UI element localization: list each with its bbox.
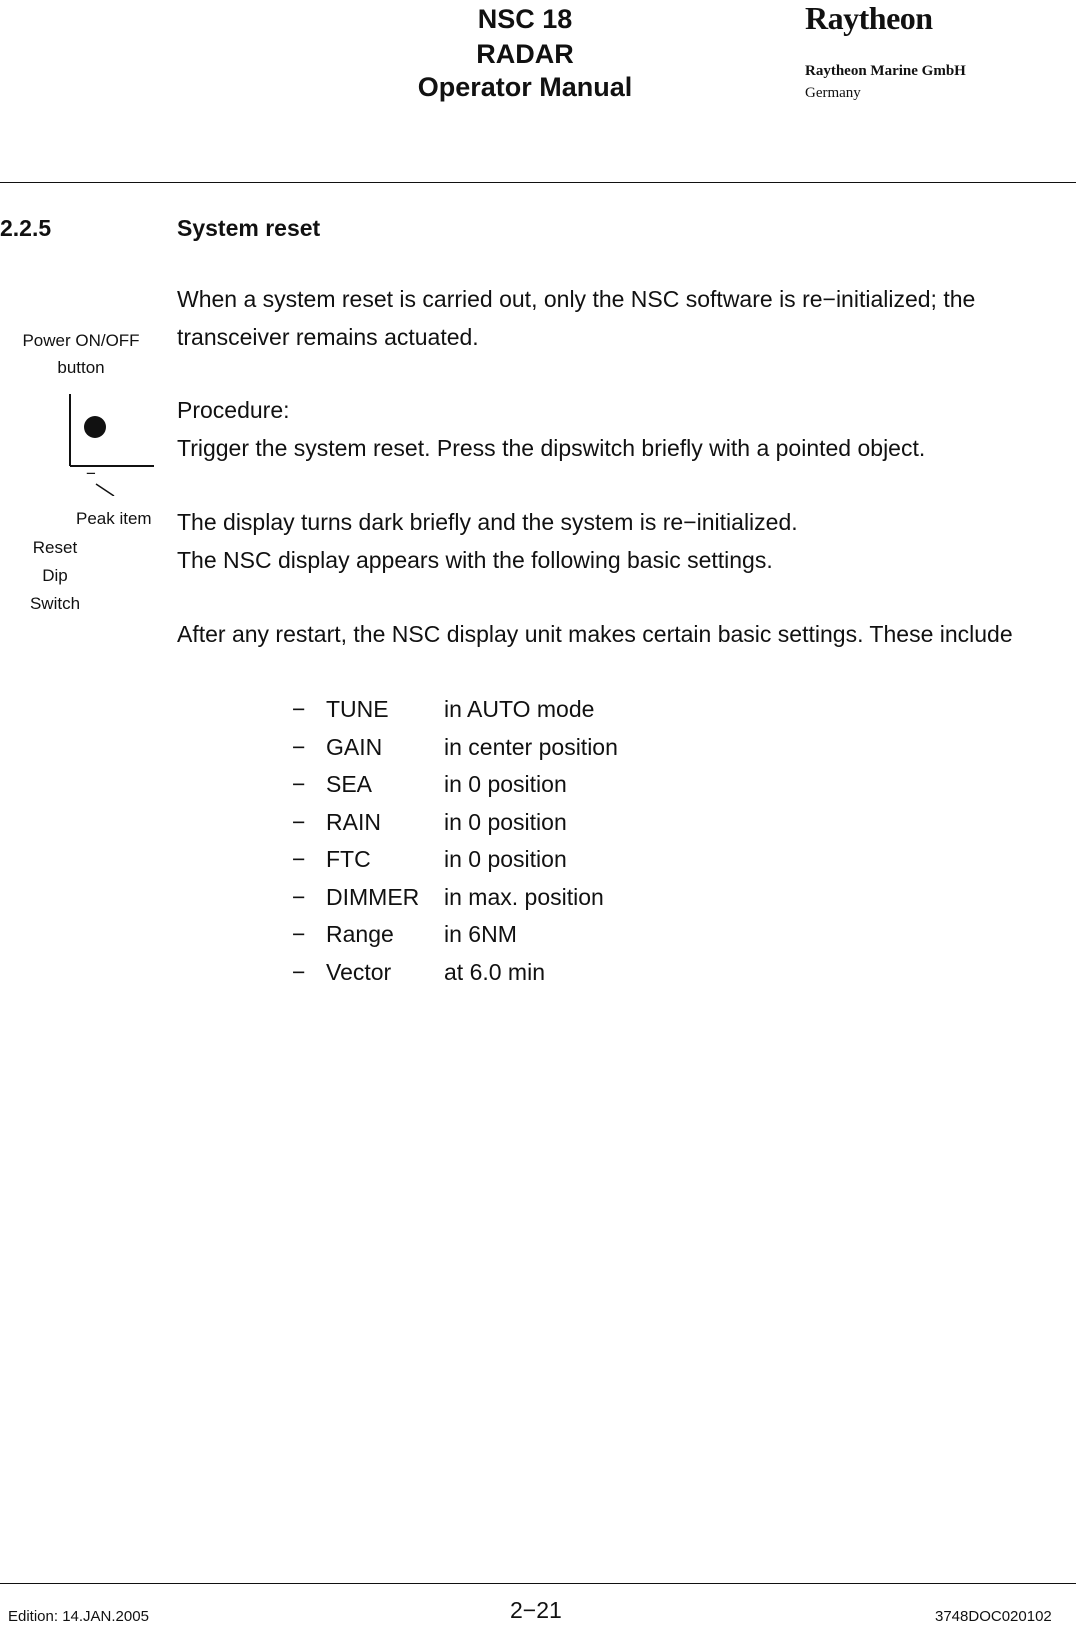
- label-reset-line3: Switch: [29, 594, 81, 613]
- settings-list: [292, 691, 618, 991]
- paragraph-intro: [177, 280, 1057, 356]
- doc-title-manual: Operator Manual: [417, 72, 633, 102]
- list-item: − Vector at 6.0 min: [292, 958, 545, 985]
- doc-title-model: NSC 18: [477, 4, 573, 34]
- power-button-icon: [84, 416, 106, 438]
- label-reset-line2: Dip: [42, 566, 68, 585]
- list-item: − Range in 6NM: [292, 921, 517, 948]
- result-line-1: The display turns dark briefly and the system is re−initialized.: [177, 509, 798, 535]
- pointer-line: [96, 484, 114, 496]
- procedure-text: Trigger the system reset. Press the dipswitch briefly with a pointed object.: [177, 435, 926, 461]
- doc-title-type: RADAR: [476, 39, 574, 69]
- header-rule: [0, 182, 1076, 183]
- paragraph-result: [177, 503, 1057, 579]
- label-power-line1: Power ON/OFF: [22, 331, 140, 350]
- paragraph-procedure: [177, 391, 1057, 467]
- list-item: − TUNE in AUTO mode: [292, 696, 595, 723]
- label-reset-switch: [18, 534, 92, 618]
- section-title: System reset: [177, 215, 321, 241]
- minus-marker: −: [86, 464, 96, 483]
- section-number: 2.2.5: [0, 215, 52, 241]
- company-block: [805, 60, 966, 104]
- label-power-line2: button: [57, 358, 105, 377]
- raytheon-logo: Raytheon: [805, 0, 933, 36]
- label-peak-item: Peak item: [76, 509, 152, 528]
- procedure-label: Procedure:: [177, 397, 290, 423]
- list-item: − DIMMER in max. position: [292, 883, 604, 910]
- footer-edition: Edition: 14.JAN.2005: [8, 1608, 149, 1625]
- company-country: Germany: [805, 85, 861, 101]
- page-number: 2−21: [510, 1597, 562, 1623]
- company-name: Raytheon Marine GmbH: [805, 63, 966, 79]
- list-item: − SEA in 0 position: [292, 771, 567, 798]
- power-button-diagram: [60, 390, 160, 496]
- result-line-2: The NSC display appears with the following basic settings.: [177, 547, 773, 573]
- list-item: − GAIN in center position: [292, 733, 618, 760]
- restart-text: After any restart, the NSC display unit makes certain basic settings. These include: [177, 621, 1013, 647]
- intro-text: When a system reset is carried out, only the NSC software is re−initialized; the transceiver remains actuated.: [177, 286, 976, 350]
- label-power-button: [8, 331, 154, 378]
- footer-doc-id: 3748DOC020102: [935, 1608, 1052, 1625]
- list-item: − RAIN in 0 position: [292, 808, 567, 835]
- list-item: − FTC in 0 position: [292, 846, 567, 873]
- label-reset-line1: Reset: [32, 538, 78, 557]
- footer-rule: [0, 1583, 1076, 1584]
- paragraph-restart: [177, 615, 1017, 653]
